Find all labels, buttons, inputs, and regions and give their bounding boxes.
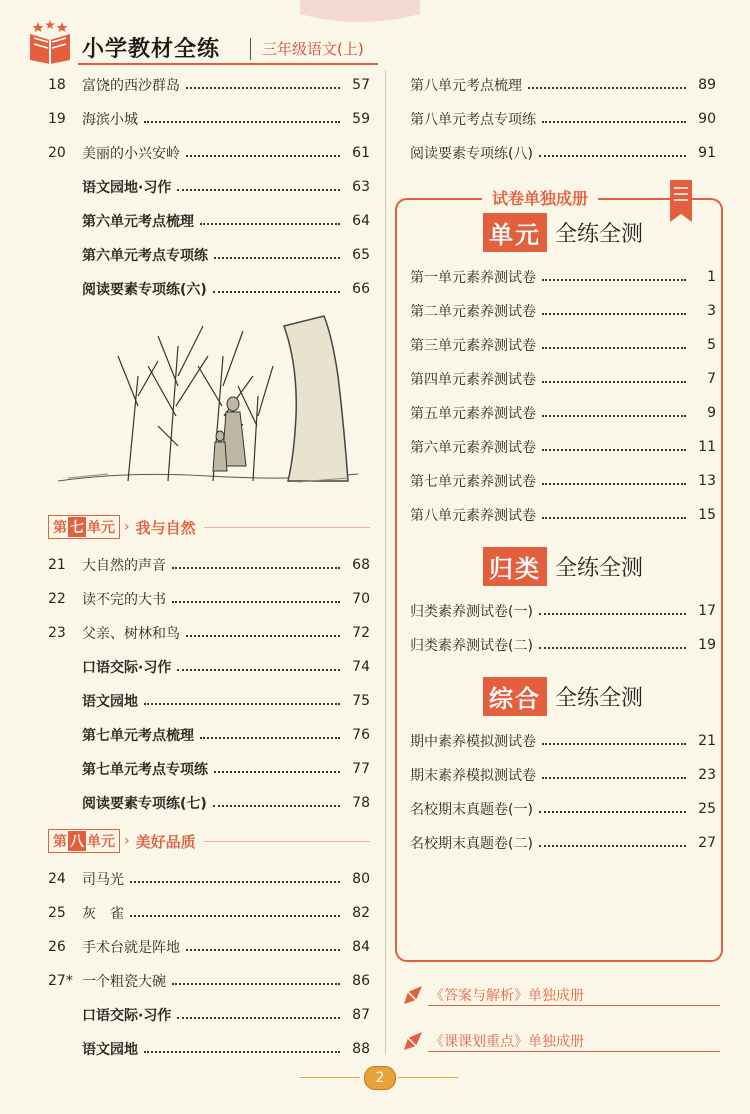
toc-row-page: 17 <box>698 603 716 619</box>
section-class-tests <box>410 546 716 586</box>
toc-row-leader <box>172 983 340 985</box>
toc-row <box>410 430 716 464</box>
toc-row-label: 阅读要素专项练(八) <box>410 146 533 162</box>
toc-row-leader <box>130 881 340 883</box>
toc-row-label: 语文园地 <box>82 1042 138 1058</box>
section-comp-label: 综合 <box>483 677 547 716</box>
toc-row-label: 第七单元考点梳理 <box>82 728 194 744</box>
toc-row-page: 84 <box>352 939 370 955</box>
decorative-ribbon <box>300 0 420 26</box>
toc-row-leader <box>186 949 340 951</box>
toc-row-label: 口语交际·习作 <box>82 660 172 676</box>
toc-row-label: 一个粗瓷大碗 <box>82 974 166 990</box>
page-header <box>0 0 750 70</box>
unit8-rule <box>204 841 370 842</box>
toc-row-leader <box>130 915 340 917</box>
toc-row-number: 21 <box>48 557 66 573</box>
toc-row-label: 期中素养模拟测试卷 <box>410 734 536 750</box>
toc-row-leader <box>539 845 686 847</box>
section-unit-label: 单元 <box>483 213 547 252</box>
toc-row-leader <box>542 449 686 451</box>
toc-row-number: 25 <box>48 905 66 921</box>
toc-row-label: 读不完的大书 <box>82 592 166 608</box>
toc-row <box>410 628 716 662</box>
toc-list-unit-tests <box>410 260 716 532</box>
keypoints-note <box>402 1028 584 1054</box>
toc-row <box>410 498 716 532</box>
toc-row-label: 大自然的声音 <box>82 558 166 574</box>
section-unit-text: 全练全测 <box>554 221 643 247</box>
toc-row <box>48 718 370 752</box>
toc-row-label: 海滨小城 <box>82 112 138 128</box>
toc-row-label: 第五单元素养测试卷 <box>410 406 536 422</box>
unit8-post: 单元 <box>87 834 115 850</box>
toc-row-label: 归类素养测试卷(二) <box>410 638 533 654</box>
header-underline <box>78 63 378 65</box>
toc-row <box>48 238 370 272</box>
toc-row-leader <box>539 811 686 813</box>
toc-row-label: 美丽的小兴安岭 <box>82 146 180 162</box>
toc-row <box>48 930 370 964</box>
chevron-right-icon: › <box>124 833 130 849</box>
toc-row-leader <box>539 613 686 615</box>
toc-row-page: 87 <box>352 1007 370 1023</box>
toc-row <box>410 102 716 136</box>
toc-list-unit6 <box>48 68 370 306</box>
section-class-label: 归类 <box>483 547 547 586</box>
toc-row <box>48 1032 370 1066</box>
toc-row-label: 名校期末真题卷(一) <box>410 802 533 818</box>
toc-row-leader <box>539 155 686 157</box>
toc-row-label: 司马光 <box>82 872 124 888</box>
toc-row-label: 富饶的西沙群岛 <box>82 78 180 94</box>
toc-row <box>48 136 370 170</box>
toc-row <box>48 862 370 896</box>
toc-row-leader <box>542 777 686 779</box>
unit7-post: 单元 <box>87 520 115 536</box>
toc-row-leader <box>542 121 686 123</box>
toc-row <box>410 328 716 362</box>
toc-row <box>48 548 370 582</box>
book-subtitle: 三年级语文(上) <box>262 40 364 58</box>
toc-row-page: 91 <box>698 145 716 161</box>
toc-row-leader <box>542 347 686 349</box>
page-number: 2 <box>364 1066 396 1090</box>
toc-row-leader <box>542 517 686 519</box>
toc-row-label: 手术台就是阵地 <box>82 940 180 956</box>
section-comp-text: 全练全测 <box>554 685 643 711</box>
toc-row-leader <box>186 155 340 157</box>
toc-row-label: 第六单元素养测试卷 <box>410 440 536 456</box>
toc-row <box>48 964 370 998</box>
toc-list-unit8-extra <box>410 68 716 170</box>
toc-row-page: 88 <box>352 1041 370 1057</box>
toc-row-page: 86 <box>352 973 370 989</box>
answers-note <box>402 982 584 1008</box>
toc-row-number: 22 <box>48 591 66 607</box>
unit7-number: 七 <box>68 517 86 537</box>
unit8-name: 美好品质 <box>135 832 196 851</box>
toc-row-label: 期末素养模拟测试卷 <box>410 768 536 784</box>
toc-row-number: 24 <box>48 871 66 887</box>
toc-row <box>410 758 716 792</box>
toc-row-label: 第六单元考点专项练 <box>82 248 208 264</box>
toc-row-label: 语文园地 <box>82 694 138 710</box>
toc-row-leader <box>542 415 686 417</box>
unit8-tag <box>48 829 120 853</box>
toc-row-page: 76 <box>352 727 370 743</box>
toc-row-label: 口语交际·习作 <box>82 1008 172 1024</box>
toc-row-leader <box>214 771 340 773</box>
toc-row-leader <box>213 805 340 807</box>
toc-row-page: 27 <box>698 835 716 851</box>
toc-row <box>48 170 370 204</box>
toc-row-leader <box>177 669 340 671</box>
toc-row <box>48 896 370 930</box>
footer-rule-right <box>398 1077 458 1078</box>
toc-row-number: 20 <box>48 145 66 161</box>
toc-list-unit8 <box>48 862 370 1066</box>
toc-row-leader <box>214 257 340 259</box>
unit8-banner <box>48 826 370 856</box>
toc-row-page: 21 <box>698 733 716 749</box>
toc-row-page: 1 <box>707 269 716 285</box>
toc-row <box>410 362 716 396</box>
toc-row <box>48 582 370 616</box>
toc-row-leader <box>528 87 686 89</box>
toc-row-leader <box>177 1017 340 1019</box>
toc-row-leader <box>213 291 340 293</box>
toc-row-leader <box>172 567 340 569</box>
toc-row-label: 第八单元考点专项练 <box>410 112 536 128</box>
toc-row-page: 68 <box>352 557 370 573</box>
toc-row-label: 第八单元考点梳理 <box>410 78 522 94</box>
toc-row-leader <box>144 121 340 123</box>
toc-row-page: 25 <box>698 801 716 817</box>
toc-row-leader <box>200 223 340 225</box>
toc-row <box>410 826 716 860</box>
toc-row-page: 3 <box>707 303 716 319</box>
unit7-pre: 第 <box>53 520 67 536</box>
toc-row <box>410 464 716 498</box>
unit8-number: 八 <box>68 831 86 851</box>
toc-row-page: 75 <box>352 693 370 709</box>
toc-row-number: 27* <box>48 973 73 989</box>
toc-row-page: 5 <box>707 337 716 353</box>
toc-row <box>48 616 370 650</box>
toc-row-leader <box>542 313 686 315</box>
toc-row-label: 第七单元素养测试卷 <box>410 474 536 490</box>
toc-row-label: 第七单元考点专项练 <box>82 762 208 778</box>
toc-row <box>410 792 716 826</box>
column-divider <box>385 70 386 1055</box>
toc-row-page: 57 <box>352 77 370 93</box>
toc-row-number: 19 <box>48 111 66 127</box>
unit7-banner <box>48 512 370 542</box>
unit7-rule <box>204 527 370 528</box>
toc-row-label: 归类素养测试卷(一) <box>410 604 533 620</box>
toc-row-number: 26 <box>48 939 66 955</box>
section-comprehensive-tests <box>410 676 716 716</box>
toc-list-class-tests <box>410 594 716 662</box>
toc-row-page: 72 <box>352 625 370 641</box>
right-column <box>410 68 716 860</box>
toc-row <box>48 204 370 238</box>
illustration <box>48 306 368 506</box>
toc-row <box>48 998 370 1032</box>
toc-row-label: 灰 雀 <box>82 906 124 922</box>
toc-row-label: 名校期末真题卷(二) <box>410 836 533 852</box>
toc-row-page: 23 <box>698 767 716 783</box>
toc-row-leader <box>177 189 340 191</box>
toc-row <box>410 594 716 628</box>
toc-row-page: 66 <box>352 281 370 297</box>
toc-row-label: 语文园地·习作 <box>82 180 172 196</box>
toc-row-page: 82 <box>352 905 370 921</box>
toc-row-label: 第八单元素养测试卷 <box>410 508 536 524</box>
toc-row-label: 第四单元素养测试卷 <box>410 372 536 388</box>
toc-row <box>48 272 370 306</box>
toc-row <box>48 752 370 786</box>
answers-note-rule <box>428 1005 720 1006</box>
toc-row-page: 90 <box>698 111 716 127</box>
toc-row <box>410 136 716 170</box>
toc-row-label: 第二单元素养测试卷 <box>410 304 536 320</box>
toc-row-page: 70 <box>352 591 370 607</box>
toc-row-leader <box>542 381 686 383</box>
toc-row-leader <box>539 647 686 649</box>
toc-row-leader <box>542 279 686 281</box>
toc-row-label: 第一单元素养测试卷 <box>410 270 536 286</box>
toc-row-page: 64 <box>352 213 370 229</box>
keypoints-note-rule <box>428 1051 720 1052</box>
left-column <box>48 68 370 1066</box>
book-logo-icon <box>26 20 74 64</box>
toc-row-page: 65 <box>352 247 370 263</box>
toc-row-leader <box>144 703 340 705</box>
toc-row-number: 18 <box>48 77 66 93</box>
toc-row <box>48 786 370 820</box>
toc-row-leader <box>186 635 340 637</box>
toc-row-page: 89 <box>698 77 716 93</box>
toc-row-leader <box>200 737 340 739</box>
toc-row <box>410 396 716 430</box>
toc-row-label: 阅读要素专项练(七) <box>82 796 207 812</box>
toc-row-page: 15 <box>698 507 716 523</box>
toc-row-leader <box>172 601 340 603</box>
toc-row-page: 77 <box>352 761 370 777</box>
test-papers-title: 试卷单独成册 <box>482 186 598 209</box>
toc-row-leader <box>542 743 686 745</box>
toc-row-page: 11 <box>698 439 716 455</box>
unit8-pre: 第 <box>53 834 67 850</box>
section-class-text: 全练全测 <box>554 555 643 581</box>
toc-row-label: 第六单元考点梳理 <box>82 214 194 230</box>
toc-row <box>48 684 370 718</box>
trees-illustration-icon <box>48 306 368 506</box>
toc-row-page: 78 <box>352 795 370 811</box>
toc-row-page: 61 <box>352 145 370 161</box>
toc-row-label: 第三单元素养测试卷 <box>410 338 536 354</box>
toc-row-page: 74 <box>352 659 370 675</box>
section-unit-tests <box>410 212 716 252</box>
toc-row-page: 19 <box>698 637 716 653</box>
toc-row-leader <box>144 1051 340 1053</box>
answers-note-text: 《答案与解析》单独成册 <box>430 988 584 1004</box>
toc-row <box>410 68 716 102</box>
header-divider <box>250 38 251 60</box>
toc-row-number: 23 <box>48 625 66 641</box>
toc-list-unit7 <box>48 548 370 820</box>
toc-row <box>410 724 716 758</box>
book-title: 小学教材全练 <box>82 37 221 62</box>
toc-row-page: 80 <box>352 871 370 887</box>
toc-row <box>410 260 716 294</box>
toc-row <box>48 650 370 684</box>
toc-row-page: 59 <box>352 111 370 127</box>
toc-list-comprehensive-tests <box>410 724 716 860</box>
toc-row <box>48 102 370 136</box>
toc-row-label: 阅读要素专项练(六) <box>82 282 207 298</box>
chevron-right-icon: › <box>124 519 130 535</box>
toc-row-page: 7 <box>707 371 716 387</box>
unit7-tag <box>48 515 120 539</box>
keypoints-note-text: 《课课划重点》单独成册 <box>430 1034 584 1050</box>
toc-row-leader <box>186 87 340 89</box>
pen-icon <box>402 984 426 1006</box>
footer-rule-left <box>300 1077 360 1078</box>
toc-row-page: 63 <box>352 179 370 195</box>
toc-row-label: 父亲、树林和鸟 <box>82 626 180 642</box>
toc-row-leader <box>542 483 686 485</box>
pen-icon <box>402 1030 426 1052</box>
unit7-name: 我与自然 <box>135 518 196 537</box>
toc-row <box>48 68 370 102</box>
toc-row-page: 9 <box>707 405 716 421</box>
toc-row-page: 13 <box>698 473 716 489</box>
toc-row <box>410 294 716 328</box>
